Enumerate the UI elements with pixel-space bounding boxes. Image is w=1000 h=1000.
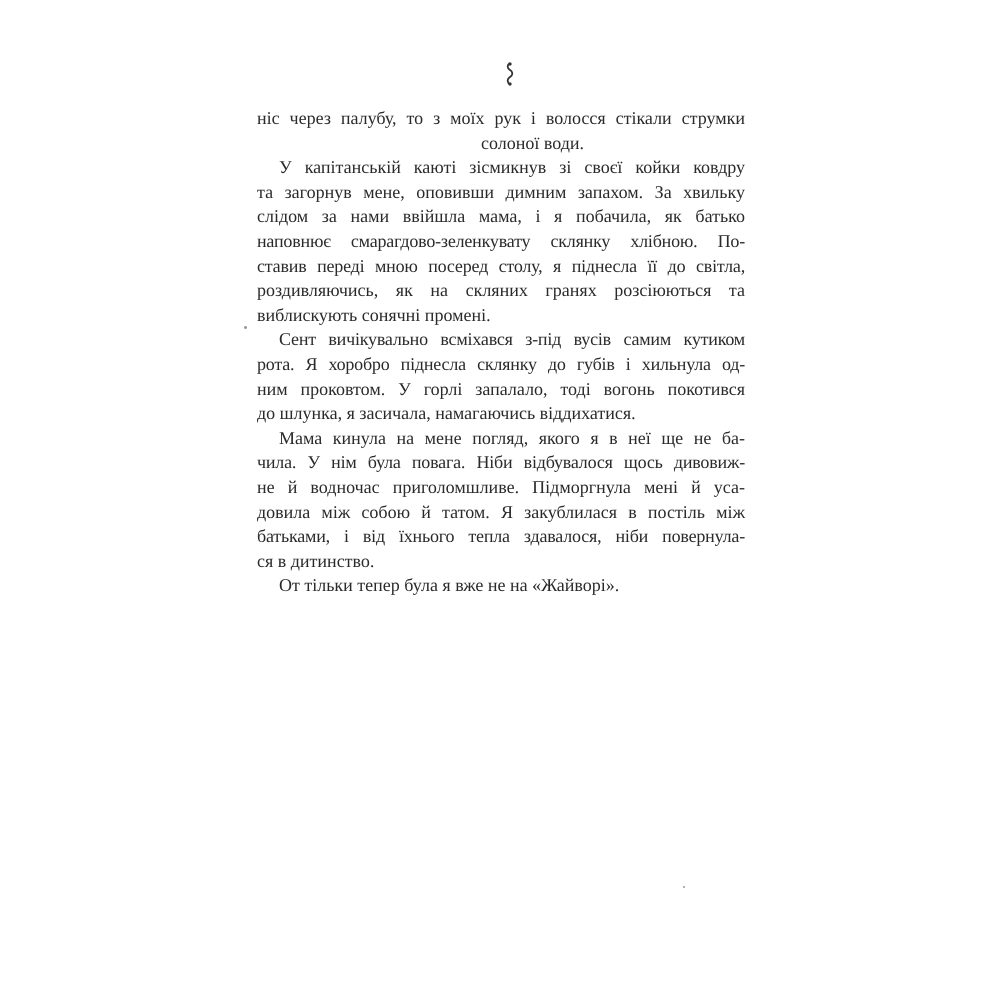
paragraph-start-line: От тільки тепер була я вже не на «Жайворі».	[279, 575, 620, 596]
text-line: та загорнув мене, оповивши димним запахом. За хвильку	[257, 181, 745, 202]
text-line: ставив переді мною посеред столу, я піднесла її до світла,	[257, 255, 745, 276]
text-line: ніс через палубу, то з моїх рук і волосся стікали струмки	[257, 108, 745, 128]
paragraph-start-line: У капітанській каюті зісмикнув зі своєї койки ковдру	[279, 157, 745, 178]
text-line: не й водночас приголомшливе. Підморгнула мені й уса-	[257, 476, 745, 497]
text-line: до шлунка, я засичала, намагаючись віддихатися.	[257, 403, 636, 424]
text-line: роздивляючись, як на скляних гранях розсіюються та	[257, 280, 745, 301]
text-line: ним проковтом. У горлі запалало, тоді вогонь покотився	[257, 378, 745, 399]
text-line: ся в дитинство.	[257, 550, 375, 571]
text-line: рота. Я хоробро піднесла склянку до губів і хильнула од-	[257, 353, 745, 374]
text-line: батьками, і від їхнього тепла здавалося, ніби повернула-	[257, 526, 745, 547]
paragraph-start-line: Сент вичікувально всміхався з-під вусів самим кутиком	[279, 329, 745, 350]
body-text	[257, 106, 745, 598]
text-line: чила. У нім була повага. Ніби відбувалося щось дивовиж-	[257, 452, 745, 473]
paragraph-start-line: Мама кинула на мене погляд, якого я в неї ще не ба-	[279, 427, 745, 448]
text-line: довила між собою й татом. Я закублилася в постіль між	[257, 501, 745, 522]
text-line: солоної води.	[481, 132, 585, 153]
paper-speck	[244, 326, 247, 329]
text-line: виблискують сонячні промені.	[257, 304, 491, 325]
text-line: наповнює смарагдово-зеленкувату склянку хлібною. По-	[257, 230, 745, 251]
paper-speck	[683, 886, 685, 888]
text-line: слідом за нами ввійшла мама, і я побачила, як батько	[257, 206, 745, 227]
flourish-ornament-icon	[505, 62, 515, 86]
